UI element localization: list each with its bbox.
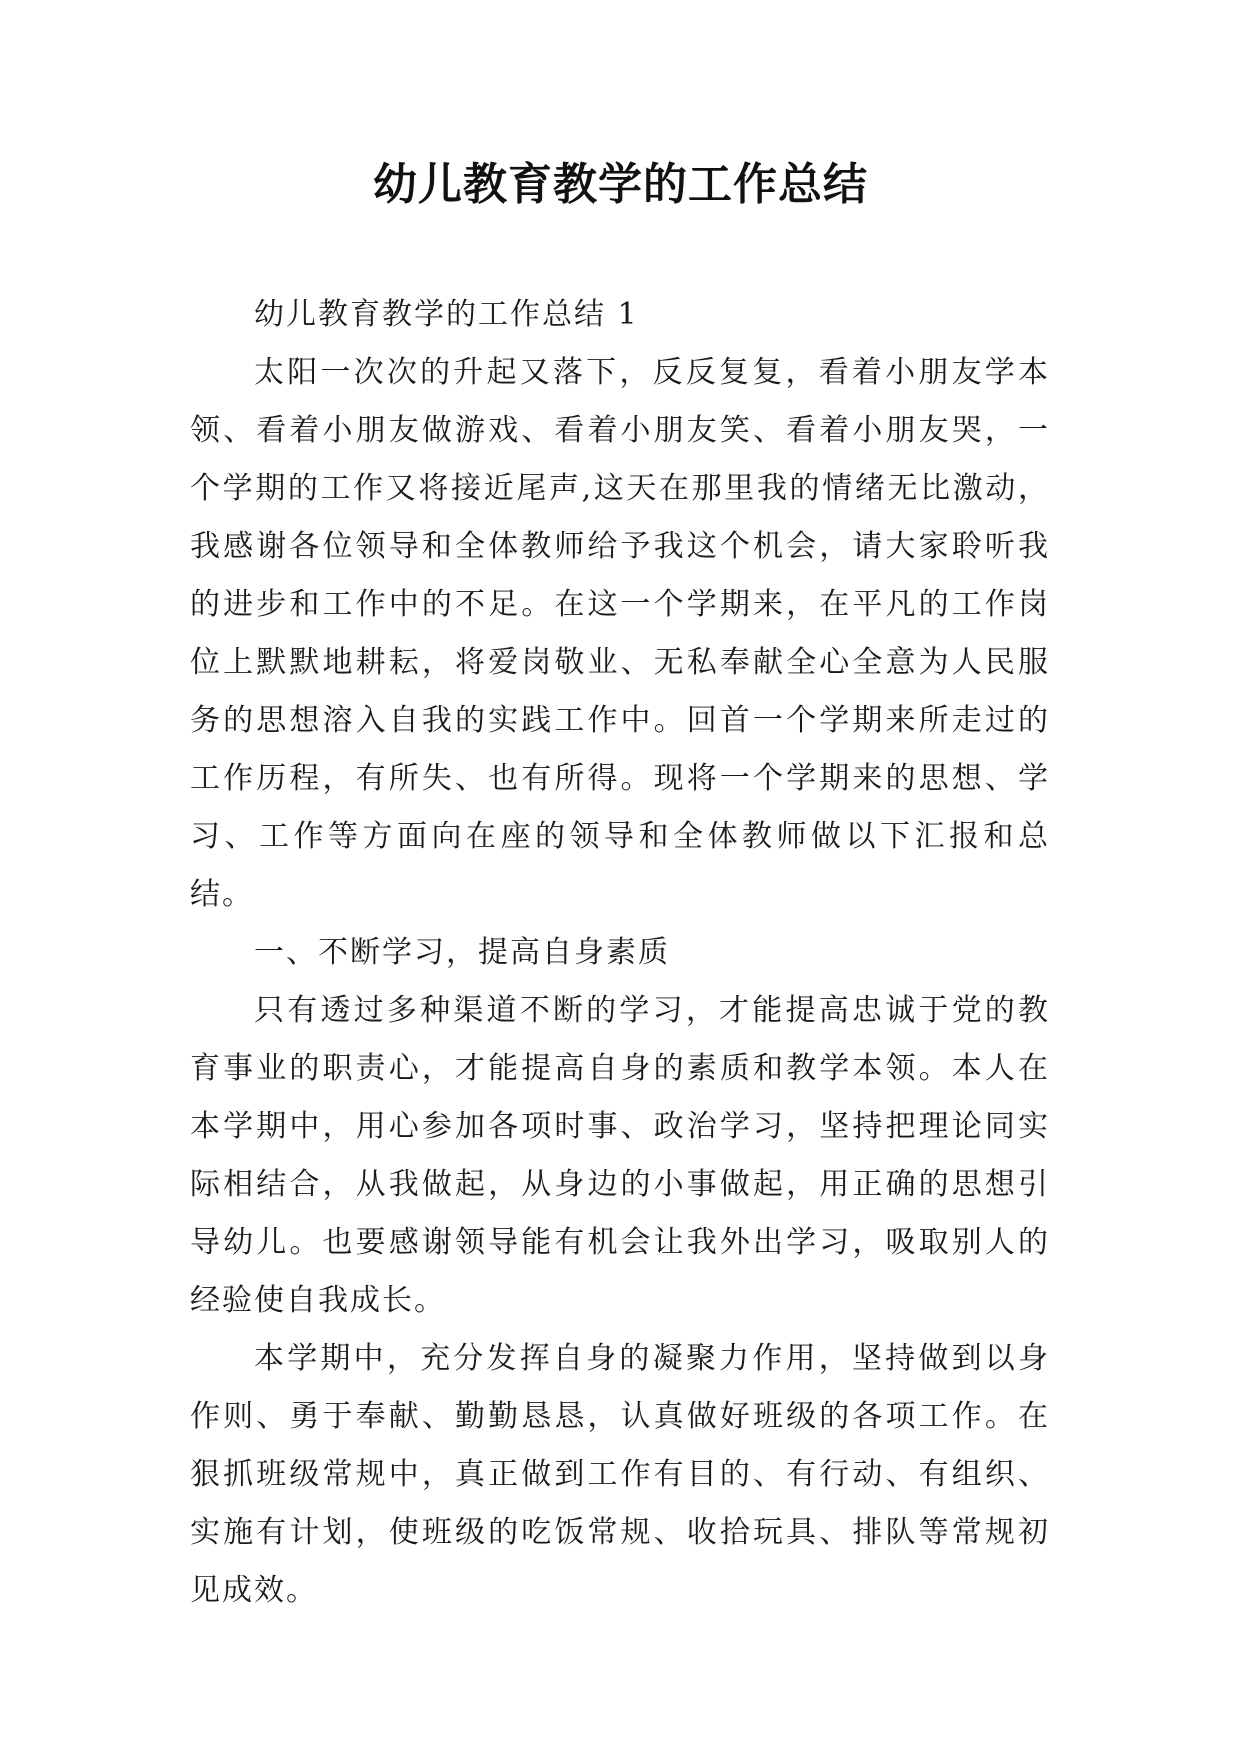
section-heading-study: 一、不断学习，提高自身素质 [254, 935, 670, 970]
intro-paragraph: 太阳一次次的升起又落下，反反复复，看着小朋友学本领、看着小朋友做游戏、看着小朋友笑、看着小朋友哭，一个学期的工作又将接近尾声,这天在那里我的情绪无比激动，我感谢各位领导和全体教师给予我这个机会，请大家聆听我的进步和工作中的不足。在这一个学期来，在平凡的工作岗位上默默地耕耘，将爱岗敬业、无私奉献全心全意为人民服务的思想溶入自我的实践工作中。回首一个学期来所走过的工作历程，有所失、也有所得。现将一个学期来的思想、学习、工作等方面向在座的领导和全体教师做以下汇报和总结。 [190, 355, 1050, 912]
document-body [190, 286, 1050, 1620]
section-heading-summary-1: 幼儿教育教学的工作总结 1 [254, 297, 639, 332]
document-title: 幼儿教育教学的工作总结 [373, 159, 868, 210]
study-paragraph: 只有透过多种渠道不断的学习，才能提高忠诚于党的教育事业的职责心，才能提高自身的素质和教学本领。本人在本学期中，用心参加各项时事、政治学习，坚持把理论同实际相结合，从我做起，从身边的小事做起，用正确的思想引导幼儿。也要感谢领导能有机会让我外出学习，吸取别人的经验使自我成长。 [190, 993, 1050, 1318]
class-work-paragraph: 本学期中，充分发挥自身的凝聚力作用，坚持做到以身作则、勇于奉献、勤勤恳恳，认真做好班级的各项工作。在狠抓班级常规中，真正做到工作有目的、有行动、有组织、实施有计划，使班级的吃饭常规、收拾玩具、排队等常规初见成效。 [190, 1341, 1050, 1608]
